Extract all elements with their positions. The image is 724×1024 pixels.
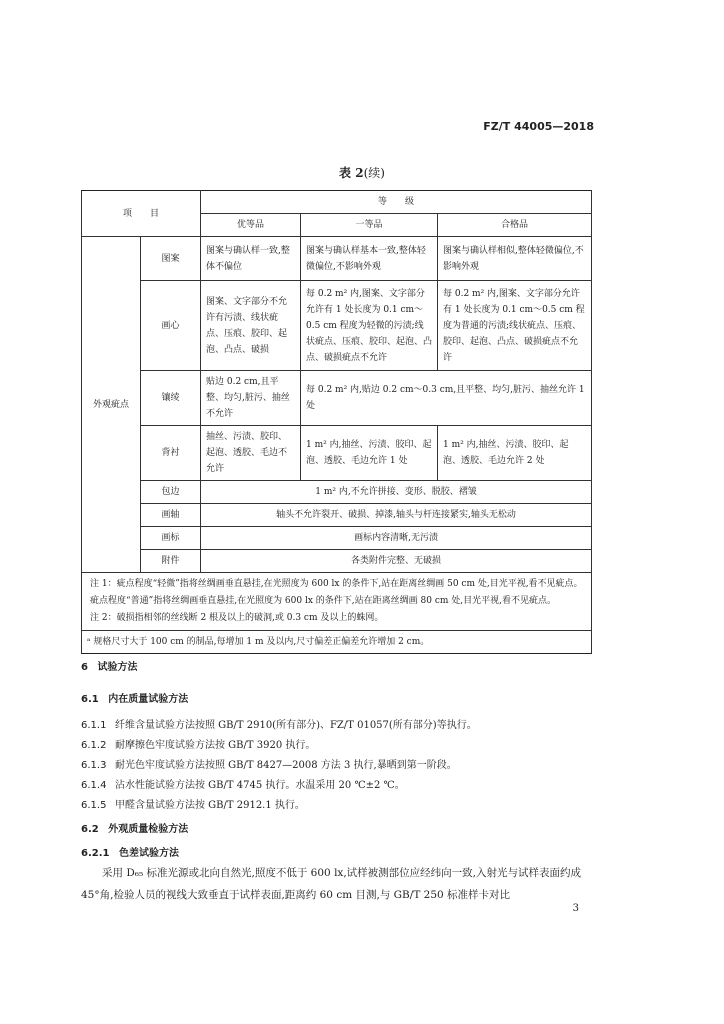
- section-title: 内在质量试验方法: [108, 694, 189, 705]
- table-notes: [82, 573, 592, 631]
- row-name: 镶绫: [141, 371, 201, 426]
- item-number: 6.1.1: [81, 720, 107, 731]
- item-6-1-5: [81, 796, 305, 811]
- row-name: 图案: [141, 237, 201, 281]
- item-6-1-3: [81, 756, 457, 771]
- item-text: 耐光色牢度试验方法按照 GB/T 8427—2008 方法 3 执行,暴晒到第一阶段。: [115, 760, 457, 771]
- row-name: 背衬: [141, 426, 201, 481]
- header-item: 项 目: [82, 191, 201, 237]
- cell: 1 m² 内,不允许拼接、变形、脱胶、褶皱: [201, 481, 592, 504]
- section-6-1: [81, 690, 188, 705]
- grade-1: 优等品: [201, 214, 301, 237]
- table-footnote: ᵃ 规格尺寸大于 100 cm 的制品,每增加 1 m 及以内,尺寸偏差正偏差允许增加 2 cm。: [82, 631, 592, 654]
- section-title: 试验方法: [97, 662, 138, 673]
- cell: 抽丝、污渍、胶印、起泡、透胶、毛边不允许: [201, 426, 301, 481]
- row-name: 附件: [141, 550, 201, 573]
- cell: 每 0.2 m² 内,贴边 0.2 cm～0.3 cm,且平整、均匀,脏污、抽丝允许 1 处: [301, 371, 592, 426]
- cell: 每 0.2 m² 内,图案、文字部分允许有 1 处长度为 0.1 cm～0.5 cm 程度为普通的污渍;线状疵点、压痕、胶印、起泡、凸点、破损疵点不允许: [438, 281, 592, 371]
- section-title: 色差试验方法: [119, 848, 180, 859]
- item-number: 6.1.4: [81, 780, 107, 791]
- row-name: 画轴: [141, 504, 201, 527]
- cell: 图案、文字部分不允许有污渍、线状疵点、压痕、胶印、起泡、凸点、破损: [201, 281, 301, 371]
- header-grade: 等 级: [201, 191, 592, 214]
- item-number: 6.1.5: [81, 800, 107, 811]
- cell: 1 m² 内,抽丝、污渍、胶印、起泡、透胶、毛边允许 1 处: [301, 426, 438, 481]
- section-6: [81, 658, 138, 673]
- row-name: 画心: [141, 281, 201, 371]
- cell: 图案与确认样一致,整体不偏位: [201, 237, 301, 281]
- section-number: 6: [81, 662, 88, 673]
- item-6-1-1: [81, 716, 477, 731]
- table-title-text: 表 2: [339, 166, 364, 180]
- page-number: 3: [572, 903, 579, 914]
- section-title: 外观质量检验方法: [108, 824, 189, 835]
- quality-table: [81, 190, 592, 654]
- cell: 画标内容清晰,无污渍: [201, 527, 592, 550]
- grade-3: 合格品: [438, 214, 592, 237]
- item-text: 纤维含量试验方法按照 GB/T 2910(所有部分)、FZ/T 01057(所有部分)等执行。: [115, 720, 477, 731]
- note-2: 注 2：破损指相邻的丝线断 2 根及以上的破洞,或 0.3 cm 及以上的蛛网。: [90, 613, 384, 623]
- grade-2: 一等品: [301, 214, 438, 237]
- item-text: 沾水性能试验方法按 GB/T 4745 执行。水温采用 20 ℃±2 ℃。: [115, 780, 405, 791]
- cell: 贴边 0.2 cm,且平整、均匀,脏污、抽丝不允许: [201, 371, 301, 426]
- item-number: 6.1.3: [81, 760, 107, 771]
- item-text: 耐摩擦色牢度试验方法按 GB/T 3920 执行。: [115, 740, 316, 751]
- body-paragraph: 采用 D₆₅ 标准光源或北向自然光,照度不低于 600 lx,试样被测部位应经纬向一致,入射光与试样表面约成 45°角,检验人员的视线大致垂直于试样表面,距离约 60 cm 目测,与 GB/T 250 标准样卡对比: [81, 867, 582, 901]
- section-6-2: [81, 820, 188, 835]
- section-number: 6.2.1: [81, 848, 110, 859]
- item-6-1-4: [81, 776, 405, 791]
- table-title-cont: (续): [363, 166, 385, 180]
- row-name: 画标: [141, 527, 201, 550]
- item-text: 甲醛含量试验方法按 GB/T 2912.1 执行。: [115, 800, 305, 811]
- cell: 1 m² 内,抽丝、污渍、胶印、起泡、透胶、毛边允许 2 处: [438, 426, 592, 481]
- cell: 各类附件完整、无破损: [201, 550, 592, 573]
- document-code: FZ/T 44005—2018: [483, 120, 594, 133]
- section-6-2-1: [81, 844, 179, 859]
- row-name: 包边: [141, 481, 201, 504]
- section-number: 6.2: [81, 824, 99, 835]
- cell: 图案与确认样相似,整体轻微偏位,不影响外观: [438, 237, 592, 281]
- section-number: 6.1: [81, 694, 99, 705]
- table-title: [0, 164, 724, 181]
- item-number: 6.1.2: [81, 740, 107, 751]
- note-1: 注 1：疵点程度“轻微”指将丝绸画垂直悬挂,在光照度为 600 lx 的条件下,站在距离丝绸画 50 cm 处,目光平视,看不见疵点。疵点程度“普通”指将丝绸画垂直悬挂,在光照度为 600 lx 的条件下,站在距离丝绸画 80 cm 处,目光平视,看不见疵点。: [90, 579, 583, 606]
- cell: 轴头不允许裂开、破损、掉漆,轴头与杆连接紧实,轴头无松动: [201, 504, 592, 527]
- group-label: 外观疵点: [82, 237, 141, 573]
- cell: 每 0.2 m² 内,图案、文字部分允许有 1 处长度为 0.1 cm～0.5 cm 程度为轻微的污渍;线状疵点、压痕、胶印、起泡、凸点、破损疵点不允许: [301, 281, 438, 371]
- item-6-1-2: [81, 736, 315, 751]
- cell: 图案与确认样基本一致,整体轻微偏位,不影响外观: [301, 237, 438, 281]
